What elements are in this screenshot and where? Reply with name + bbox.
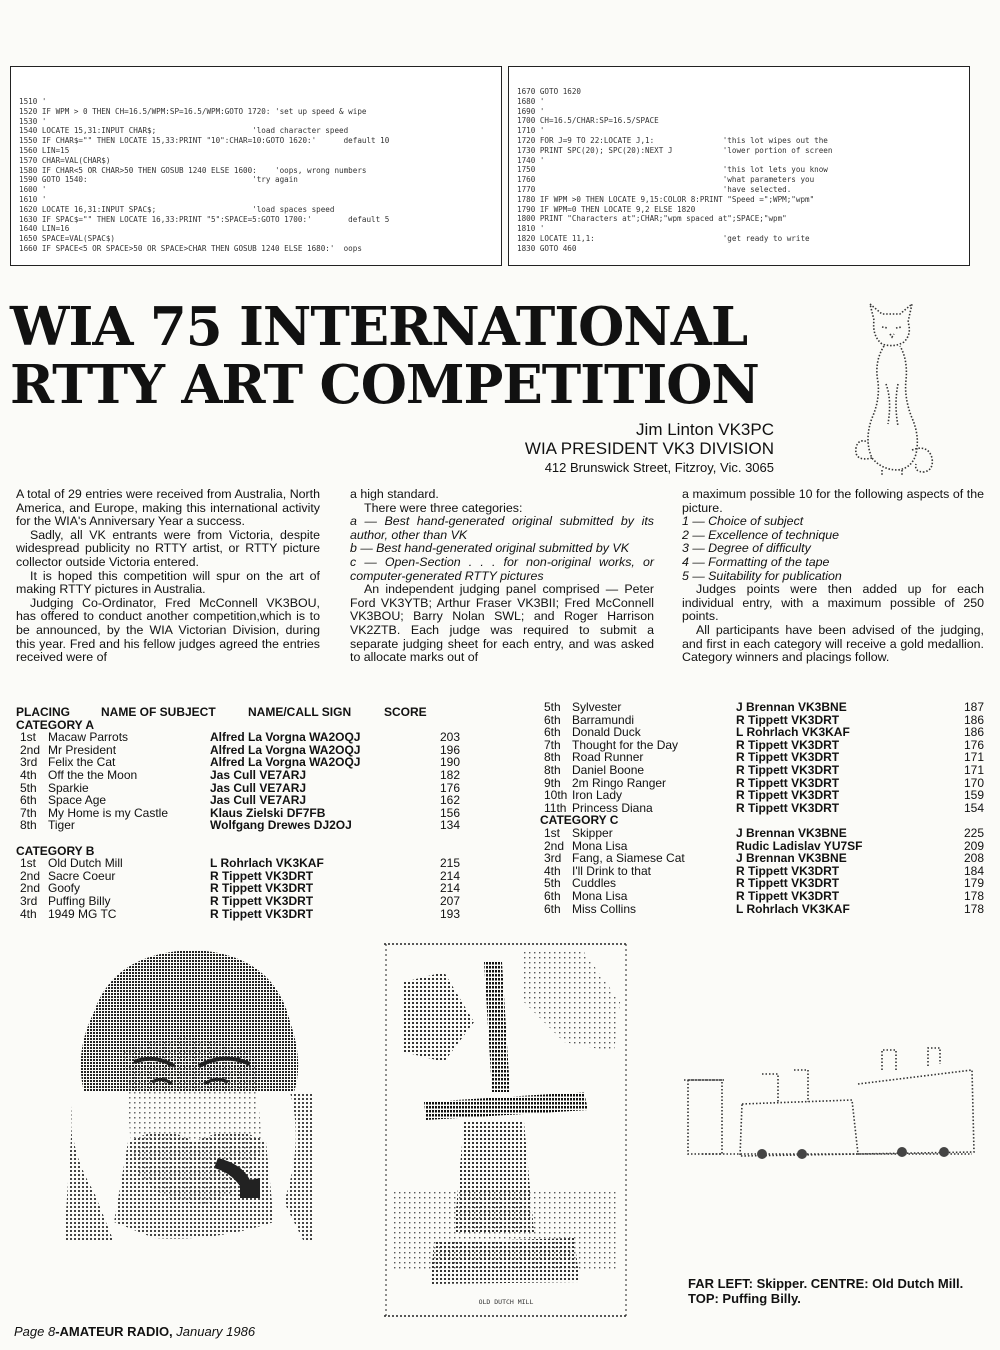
- code-line: 1800 PRINT "Characters at";CHAR;"wpm spaced at";SPACE;"wpm": [517, 214, 787, 224]
- name-cell: R Tippett VK3DRT: [736, 737, 840, 752]
- placing-cell: 1st: [20, 856, 37, 871]
- name-cell: R Tippett VK3DRT: [210, 893, 314, 908]
- paragraph: a high standard.: [350, 487, 439, 501]
- score-cell: 186: [963, 712, 984, 727]
- score-cell: 171: [963, 750, 984, 765]
- name-cell: R Tippett VK3DRT: [210, 906, 314, 921]
- result-row: [16, 856, 460, 871]
- score-cell: 193: [439, 906, 460, 921]
- cat-rtty-art: [842, 300, 942, 478]
- placing-cell: 1st: [20, 730, 37, 745]
- result-row: [540, 903, 984, 916]
- placing-cell: 6th: [20, 793, 37, 808]
- score-cell: 214: [439, 881, 460, 896]
- placing-cell: 4th: [544, 863, 561, 878]
- placing-header: PLACING: [16, 705, 70, 719]
- result-row: [16, 767, 460, 782]
- subject-cell: Mona Lisa: [572, 888, 628, 903]
- paragraph: Judging Co-Ordinator, Fred McConnell VK3BOU, has offered to conduct another competition,which is to be announced, by the WIA Victorian Division, during this year. Fred and his fellow judges agreed the entries received were of: [16, 595, 320, 665]
- name-header: NAME/CALL SIGN: [248, 705, 352, 719]
- subject-header: NAME OF SUBJECT: [101, 705, 216, 719]
- code-line: 1670 GOTO 1620: [517, 87, 582, 96]
- issue-date: January 1986: [172, 1324, 256, 1339]
- name-cell: Alfred La Vorgna WA2OQJ: [210, 755, 361, 770]
- name-cell: R Tippett VK3DRT: [736, 775, 840, 790]
- name-cell: R Tippett VK3DRT: [736, 876, 840, 891]
- code-line: 1710 ': [517, 126, 545, 136]
- name-cell: L Rohrlach VK3KAF: [210, 856, 324, 871]
- subject-cell: Tiger: [48, 818, 75, 833]
- placing-cell: 8th: [544, 750, 561, 765]
- code-line: 1740 ': [517, 155, 545, 165]
- puffing-billy-rtty-art: [682, 1044, 982, 1162]
- subject-cell: Puffing Billy: [48, 893, 111, 908]
- placing-cell: 10th: [544, 788, 568, 803]
- subject-cell: Space Age: [48, 793, 107, 808]
- score-cell: 176: [963, 737, 984, 752]
- placing-cell: 2nd: [20, 881, 41, 896]
- category-label: CATEGORY B: [16, 843, 95, 858]
- subject-cell: Sparkie: [48, 780, 89, 795]
- placing-cell: 2nd: [20, 868, 41, 883]
- placing-cell: 2nd: [544, 838, 565, 853]
- placing-cell: 3rd: [20, 755, 38, 770]
- name-cell: Jas Cull VE7ARJ: [210, 793, 307, 808]
- judging-aspect: 5 — Suitability for publication: [682, 568, 842, 583]
- paragraph: a maximum possible 10 for the following aspects of the picture.: [682, 487, 984, 515]
- score-header: SCORE: [384, 705, 427, 719]
- subject-cell: Barramundi: [572, 712, 635, 727]
- name-cell: J Brennan VK3BNE: [736, 851, 847, 866]
- category-label: CATEGORY A: [16, 717, 95, 732]
- subject-cell: Thought for the Day: [572, 737, 679, 752]
- score-cell: 209: [963, 838, 984, 853]
- article-column-2: [350, 488, 654, 665]
- code-line: 1540 LOCATE 15,31:INPUT CHAR$; 'load character speed: [19, 126, 349, 136]
- code-line: 1520 IF WPM > 0 THEN CH=16.5/WPM:SP=16.5/WPM:GOTO 1720: 'set up speed & wipe: [19, 106, 367, 116]
- score-cell: 203: [439, 730, 460, 745]
- code-line: 1660 IF SPACE<5 OR SPACE>50 OR SPACE>CHAR THEN GOSUB 1240 ELSE 1680:' oops: [19, 243, 362, 253]
- subject-cell: Sylvester: [572, 700, 622, 714]
- code-line: 1730 PRINT SPC(20); SPC(20):NEXT J 'lower portion of screen: [517, 145, 833, 155]
- subject-cell: 2m Ringo Ranger: [572, 775, 667, 790]
- code-line: 1530 ': [19, 116, 47, 126]
- name-cell: J Brennan VK3BNE: [736, 700, 847, 714]
- paragraph: An independent judging panel comprised — Peter Ford VK3YTB; Arthur Fraser VK3BII; Fred McConnell VK3BOU; Barry Nolan SWL; and Roger Harrison VK2ZTB. Each judge was required to submit a separate judging sheet for each entry, and was asked to allocate marks out of: [350, 582, 654, 665]
- name-cell: Alfred La Vorgna WA2OQJ: [210, 730, 361, 745]
- score-cell: 159: [963, 788, 984, 803]
- subject-cell: Macaw Parrots: [48, 730, 129, 745]
- score-cell: 184: [963, 863, 984, 878]
- result-row: [540, 789, 984, 802]
- category-definition: c — Open-Section . . . for non-original works, or computer-generated RTTY pictures: [350, 554, 654, 583]
- code-line: 1830 GOTO 460: [517, 243, 577, 253]
- paragraph: All participants have been advised of the judging, and first in each category will receive a gold medallion. Category winners and placings follow.: [682, 622, 984, 665]
- code-line: 1580 IF CHAR<5 OR CHAR>50 THEN GOSUB 1240 ELSE 1600: 'oops, wrong numbers: [19, 165, 367, 175]
- headline-line-2: RTTY ART COMPETITION: [10, 354, 759, 416]
- subject-cell: Princess Diana: [572, 800, 653, 815]
- code-line: 1550 IF CHAR$="" THEN LOCATE 15,33:PRINT "10":CHAR=10:GOTO 1620:' default 10: [19, 136, 390, 146]
- code-line: 1590 GOTO 1540: 'try again: [19, 175, 298, 185]
- placing-cell: 6th: [544, 901, 561, 916]
- results-header-row: [16, 706, 436, 719]
- result-row: [16, 818, 460, 833]
- code-line: 1720 FOR J=9 TO 22:LOCATE J,1: 'this lot wipes out the: [517, 135, 828, 145]
- subject-cell: Mona Lisa: [572, 838, 628, 853]
- score-cell: 214: [439, 868, 460, 883]
- subject-cell: Mr President: [48, 742, 117, 757]
- name-cell: R Tippett VK3DRT: [210, 868, 314, 883]
- spacer-row: [16, 832, 436, 845]
- subject-cell: Felix the Cat: [48, 755, 116, 770]
- result-row: [540, 852, 984, 865]
- author-name: Jim Linton VK3PC: [636, 420, 774, 439]
- placing-cell: 5th: [544, 876, 561, 891]
- name-cell: Jas Cull VE7ARJ: [210, 780, 307, 795]
- subject-cell: Sacre Coeur: [48, 868, 116, 883]
- placing-cell: 7th: [544, 737, 561, 752]
- code-line: 1600 ': [19, 185, 47, 195]
- placing-cell: 1st: [544, 825, 561, 840]
- code-line: 1510 ': [19, 97, 47, 106]
- article-column-1: [16, 488, 320, 665]
- placing-cell: 6th: [544, 725, 561, 740]
- photo-caption: [688, 1276, 963, 1306]
- score-cell: 182: [439, 767, 460, 782]
- paragraph: It is hoped this competition will spur on the art of making RTTY pictures in Australia.: [16, 568, 320, 597]
- name-cell: R Tippett VK3DRT: [736, 800, 840, 815]
- code-line: 1770 'have selected.: [517, 184, 792, 194]
- code-line: 1820 LOCATE 11,1: 'get ready to write: [517, 233, 810, 243]
- name-cell: Klaus Zielski DF7FB: [210, 805, 326, 820]
- placing-cell: 11th: [544, 800, 567, 815]
- placing-cell: 3rd: [544, 851, 562, 866]
- code-line: 1620 LOCATE 16,31:INPUT SPAC$; 'load spaces speed: [19, 204, 335, 214]
- score-cell: 176: [439, 780, 460, 795]
- subject-cell: Road Runner: [572, 750, 644, 765]
- subject-cell: Iron Lady: [572, 788, 623, 803]
- article-column-3: [682, 488, 984, 665]
- code-line: 1780 IF WPM >0 THEN LOCATE 9,15:COLOR 8:PRINT "Speed =";WPM;"wpm": [517, 194, 815, 204]
- author-title: WIA PRESIDENT VK3 DIVISION: [524, 439, 774, 458]
- name-cell: R Tippett VK3DRT: [736, 712, 840, 727]
- subject-cell: 1949 MG TC: [48, 906, 117, 921]
- placing-cell: 2nd: [20, 742, 41, 757]
- code-line: 1790 IF WPM=0 THEN LOCATE 9,2 ELSE 1820: [517, 204, 696, 214]
- score-cell: 190: [439, 755, 460, 770]
- score-cell: 178: [963, 901, 984, 916]
- name-cell: R Tippett VK3DRT: [210, 881, 314, 896]
- judging-aspect: 4 — Formatting of the tape: [682, 554, 830, 569]
- score-cell: 196: [439, 742, 460, 757]
- caption-line-2: TOP: Puffing Billy.: [688, 1291, 801, 1306]
- placing-cell: 4th: [20, 767, 37, 782]
- paragraph: Judges points were then added up for each individual entry, with a maximum possible of 250 points.: [682, 582, 984, 624]
- page-footer: [14, 1324, 255, 1339]
- code-line: 1810 ': [517, 224, 545, 234]
- code-line: 1750 'this lot lets you know: [517, 165, 828, 175]
- placing-cell: 7th: [20, 805, 37, 820]
- score-cell: 134: [439, 818, 460, 833]
- result-row: [540, 764, 984, 777]
- placing-cell: 4th: [20, 906, 37, 921]
- results-table-right: [540, 701, 984, 915]
- placing-cell: 6th: [544, 712, 561, 727]
- subject-cell: Goofy: [48, 881, 81, 896]
- score-cell: 187: [963, 700, 984, 714]
- name-cell: R Tippett VK3DRT: [736, 750, 840, 765]
- name-cell: R Tippett VK3DRT: [736, 863, 840, 878]
- score-cell: 208: [963, 851, 984, 866]
- paragraph: There were three categories:: [364, 500, 523, 515]
- subject-cell: I'll Drink to that: [572, 863, 651, 878]
- results-table-left: [16, 705, 460, 921]
- score-cell: 207: [439, 893, 460, 908]
- placing-cell: 5th: [544, 700, 561, 714]
- name-cell: L Rohrlach VK3KAF: [736, 901, 850, 916]
- skipper-rtty-art: [54, 942, 314, 1242]
- category-definition: a — Best hand-generated original submitted by its author, other than VK: [350, 514, 654, 542]
- category-definition: b — Best hand-generated original submitted by VK: [350, 541, 629, 556]
- result-row: [540, 827, 984, 840]
- subject-cell: Cuddles: [572, 876, 617, 891]
- paragraph: Sadly, all VK entrants were from Victoria, despite widespread publicity no RTTY artist, or RTTY picture collector outside Victoria entered.: [16, 527, 320, 569]
- placing-cell: 8th: [20, 818, 37, 833]
- subject-cell: Fang, a Siamese Cat: [572, 851, 685, 866]
- score-cell: 170: [963, 775, 984, 790]
- mill-art-caption: OLD DUTCH MILL: [478, 1298, 534, 1306]
- name-cell: Rudic Ladislav YU7SF: [736, 838, 863, 853]
- placing-cell: 3rd: [20, 893, 38, 908]
- code-line: 1640 LIN=16: [19, 224, 70, 234]
- subject-cell: Miss Collins: [572, 901, 637, 916]
- magazine-name: -AMATEUR RADIO,: [55, 1324, 173, 1339]
- code-line: 1680 ': [517, 96, 545, 106]
- result-row: [16, 730, 460, 745]
- code-line: 1610 ': [19, 194, 47, 204]
- subject-cell: My Home is my Castle: [48, 805, 169, 820]
- name-cell: R Tippett VK3DRT: [736, 788, 840, 803]
- result-row: [540, 701, 984, 714]
- judging-aspect: 2 — Excellence of technique: [682, 527, 840, 542]
- code-line: 1570 CHAR=VAL(CHAR$): [19, 155, 111, 165]
- code-line: 1630 IF SPAC$="" THEN LOCATE 16,33:PRINT "5":SPACE=5:GOTO 1700:' default 5: [19, 214, 390, 224]
- name-cell: J Brennan VK3BNE: [736, 825, 847, 840]
- basic-listing-right: [508, 66, 970, 266]
- subject-cell: Old Dutch Mill: [48, 856, 123, 871]
- score-cell: 178: [963, 888, 984, 903]
- judging-aspect: 3 — Degree of difficulty: [682, 541, 811, 556]
- old-dutch-mill-rtty-art: [384, 942, 628, 1318]
- subject-cell: Off the the Moon: [48, 767, 138, 782]
- code-line: 1700 CH=16.5/CHAR:SP=16.5/SPACE: [517, 116, 659, 126]
- result-row: [540, 726, 984, 739]
- category-label: CATEGORY C: [540, 813, 619, 828]
- name-cell: Jas Cull VE7ARJ: [210, 767, 307, 782]
- result-row: [16, 793, 460, 808]
- subject-cell: Skipper: [572, 825, 613, 840]
- name-cell: R Tippett VK3DRT: [736, 888, 840, 903]
- score-cell: 171: [963, 762, 984, 777]
- byline: [525, 420, 774, 477]
- result-row: [540, 890, 984, 903]
- placing-cell: 9th: [544, 775, 561, 790]
- subject-cell: Daniel Boone: [572, 762, 645, 777]
- result-row: [16, 893, 460, 908]
- judging-aspect: 1 — Choice of subject: [682, 514, 804, 529]
- name-cell: Wolfgang Drewes DJ2OJ: [210, 818, 352, 833]
- score-cell: 162: [439, 793, 460, 808]
- placing-cell: 6th: [544, 888, 561, 903]
- score-cell: 186: [963, 725, 984, 740]
- name-cell: R Tippett VK3DRT: [736, 762, 840, 777]
- subject-cell: Donald Duck: [572, 725, 641, 740]
- name-cell: Alfred La Vorgna WA2OQJ: [210, 742, 361, 757]
- code-line: 1650 SPACE=VAL(SPAC$): [19, 234, 116, 244]
- score-cell: 179: [963, 876, 984, 891]
- page-number: Page 8: [14, 1324, 56, 1339]
- score-cell: 154: [963, 800, 984, 815]
- result-row: [16, 906, 460, 921]
- score-cell: 225: [963, 825, 984, 840]
- score-cell: 156: [439, 805, 460, 820]
- name-cell: L Rohrlach VK3KAF: [736, 725, 850, 740]
- code-line: 1690 ': [517, 106, 545, 116]
- code-line: 1560 LIN=15: [19, 145, 70, 155]
- headline: [10, 298, 830, 414]
- basic-listing-left: [10, 66, 502, 266]
- author-address: 412 Brunswick Street, Fitzroy, Vic. 3065: [544, 460, 774, 475]
- score-cell: 215: [439, 856, 460, 871]
- placing-cell: 5th: [20, 780, 37, 795]
- headline-line-1: WIA 75 INTERNATIONAL: [10, 296, 748, 358]
- paragraph: A total of 29 entries were received from Australia, North America, and Europe, making this international activity for the WIA's Anniversary Year a success.: [16, 487, 320, 529]
- placing-cell: 8th: [544, 762, 561, 777]
- code-line: 1760 'what parameters you: [517, 175, 815, 185]
- caption-line-1: FAR LEFT: Skipper. CENTRE: Old Dutch Mill.: [688, 1276, 964, 1291]
